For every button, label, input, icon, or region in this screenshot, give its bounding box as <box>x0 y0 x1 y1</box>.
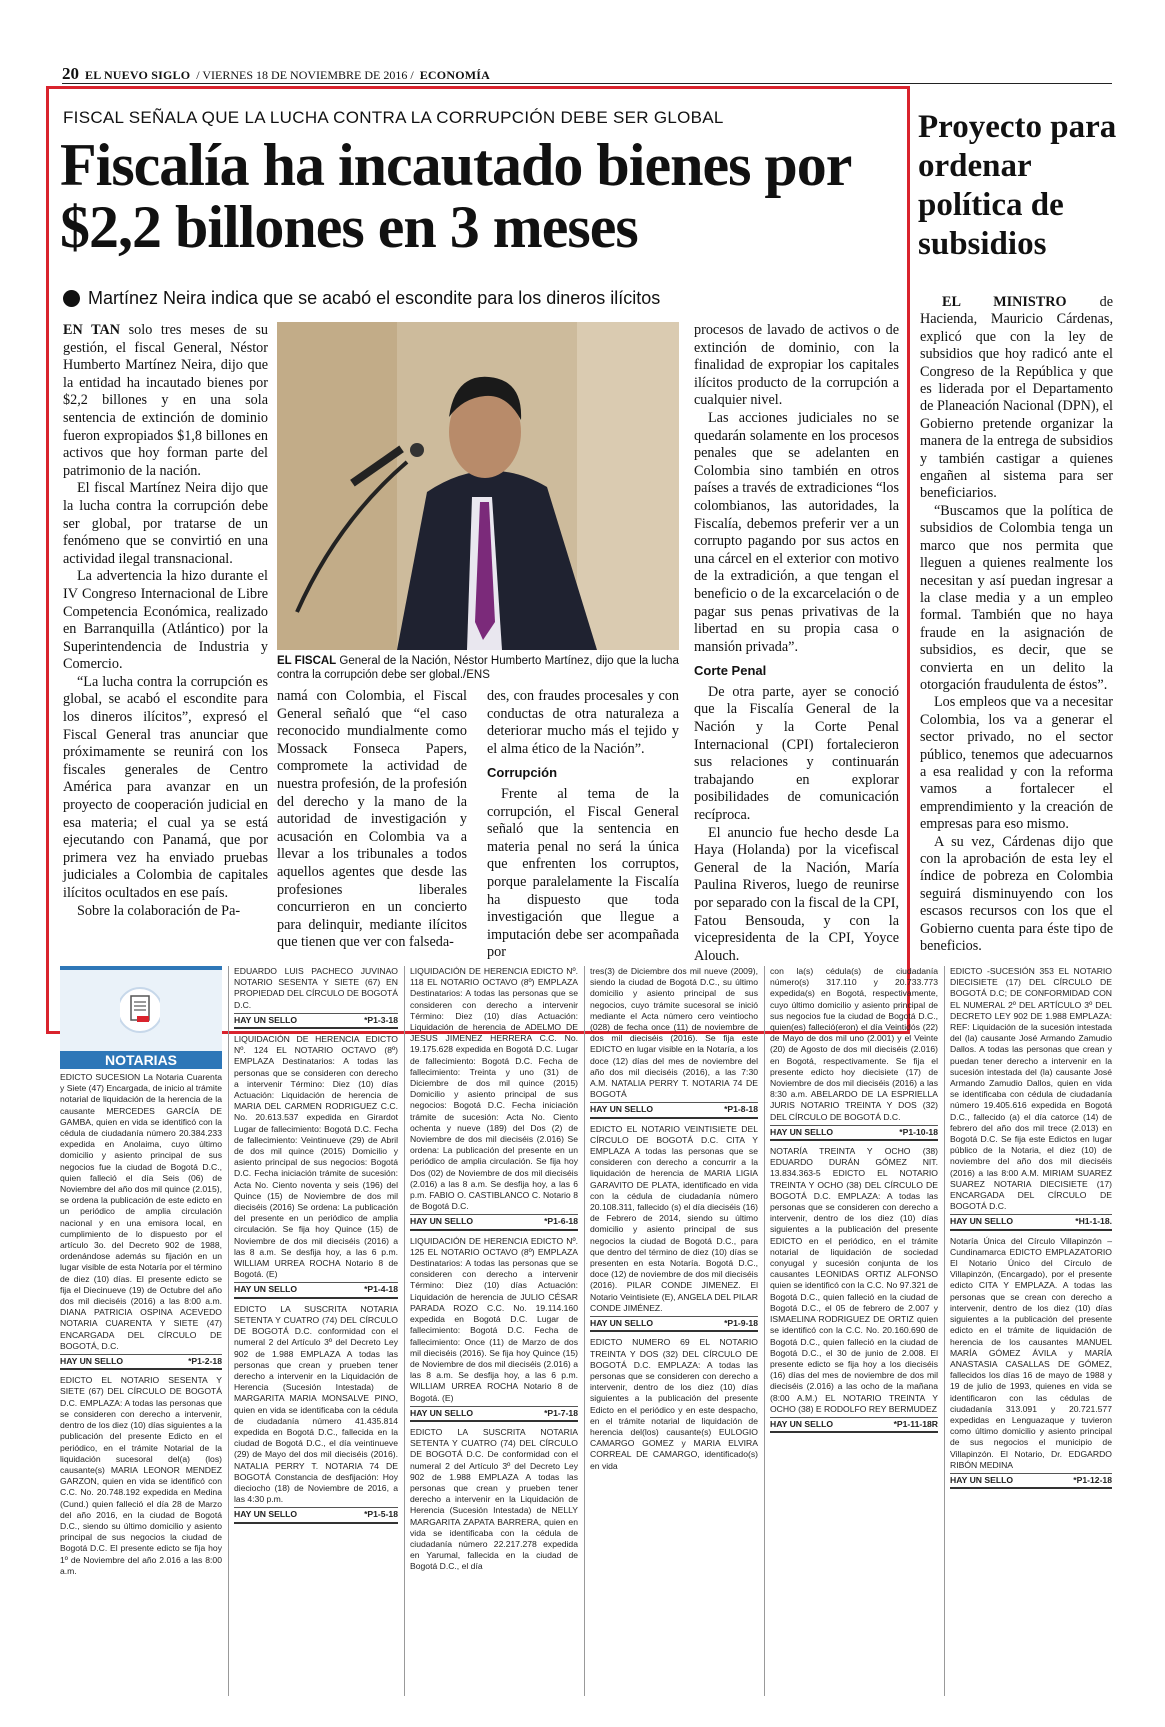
caption-text: General de la Nación, Néstor Humberto Martínez, dijo que la lucha contra la corrupción debe ser global./ENS <box>277 655 679 681</box>
seal-line <box>590 1316 758 1332</box>
seal-line <box>770 1417 938 1433</box>
paragraph: Sobre la colaboración de Pa- <box>77 902 241 919</box>
notice-entry: EDICTO -SUCESIÓN 353 EL NOTARIO DIECISIETE (17) DEL CÍRCULO DE BOGOTÁ D.C; DE CONFORMIDAD CON EL NUMERAL 2º DEL ARTÍCULO 3º DEL DECRETO LEY 902 DE 1.988 EMPLAZA: REF: Liquidación de la sucesión intestada del (la) causante José Armando Zamudio Dallos. A todas las personas que crean y puedan tener derecho a intervenir en la sucesión intestada del (la) causante José Armando Zamudio Dallos, quien en vida se identificaba con cédula de ciudadanía número 19.405.616 expedida en Bogotá D.C., fallecido (a) el día catorce (14) de febrero del año dos mil trece (2.013) en Bogotá D.C. Se fija este Edictos en lugar público de la Notaria, el diez (10) de noviembre del año dos mil dieciséis (2016) a las 8:00 A.M. MIRIAM SUAREZ SUAREZ NOTARIA DIECISIETE (17) ENCARGADA DEL CÍRCULO DE BOGOTÁ D.C. <box>950 966 1112 1212</box>
paragraph: La advertencia la hizo durante el IV Congreso Internacional de Libre Competencia Económica, realizado en Barranquilla (Atlántico) por la Superintendencia de Industria y Comercio. <box>63 568 268 673</box>
notice-entry: con la(s) cédula(s) de ciudadanía número(s) 317.110 y 20.733.773 expedida(s) en Bogotá, respectivamente, cuyo último domicilio y asiento principal de sus negocios fue la ciudad de Bogotá D.C., quien(es) falleció(eron) el día Veintidós (22) de Mayo de dos mil uno (2.001) y el Veinte (20) de Agosto de dos mil dieciséis (2.016) en Bogotá, respectivamente. Se fija el presente edicto hoy diecisiete (17) de Noviembre de dos mil dieciséis (2016) a las 8:30 a.m. ABELARDO DE LA ESPRIELLA JURIS NOTARIO TREINTA Y DOS (32) DEL CÍRCULO DE BOGOTÁ D.C. <box>770 966 938 1122</box>
lead-in: EN TAN <box>63 322 120 338</box>
notice-code: *P1-2-18 <box>188 1356 222 1367</box>
paragraph: “La lucha contra la corrupción es global, se acabó el escondite para los dineros ilícitos”, expresó el Fiscal General tras anunciar que próximamente se reunirá con los fiscales generales de Centro América para avanzar en un proyecto de cooperación judicial en esa materia; el cual ya se está ejecutando con Panamá, que por primera vez ha enviado pruebas judiciales a Colombia de capitales ilícitos ocultados en ese país. <box>63 673 268 901</box>
seal-label: HAY UN SELLO <box>410 1407 474 1418</box>
seal-label: HAY UN SELLO <box>234 1014 298 1025</box>
caption-label: EL FISCAL <box>277 655 337 667</box>
seal-label: HAY UN SELLO <box>410 1216 474 1227</box>
paragraph: El fiscal Martínez Neira dijo que la lucha contra la corrupción debe ser global, por tratarse de un fenómeno que se convirtió en una actividad ilegal transnacional. <box>63 480 268 567</box>
notice-entry: LIQUIDACIÓN DE HERENCIA EDICTO Nº. 125 EL NOTARIO OCTAVO (8º) EMPLAZA Destinatarios: A todas las personas que se consideren con derecho a intervenir Término: Diez (10) días Actuación: Liquidación de herencia de JULIO CÉSAR PARADA ROZO C.C. No. 19.114.160 expedida en Bogotá D.C. Lugar de fallecimiento: Bogotá D.C. Fecha de fallecimiento: Once (11) de Marzo de dos mil dieciséis (2016). Se fija hoy Quince (15) de Noviembre de dos mil dieciséis (2.016) a las 8 a.m. Se desfija hoy, a las 6 p.m. WILLIAM URREA ROCHA Notario 8 de Bogotá. (E) <box>410 1235 578 1403</box>
column-divider <box>944 966 945 1696</box>
photo-caption <box>277 654 679 682</box>
seal-label: HAY UN SELLO <box>60 1356 124 1367</box>
paragraph-text: de Hacienda, Mauricio Cárdenas, explicó que con la ley de subsidios que hoy radicó ante el Congreso de la República y que es liderada por el Departamento de Planeación Nacional (DPN), el Gobierno pretende organizar la manera de la entrega de subsidios y también castigar a quienes engañen al sistema para ser beneficiarios. <box>920 294 1113 502</box>
notice-code: *P1-6-18 <box>544 1216 578 1227</box>
paragraph: procesos de lavado de activos o de extinción de dominio, con la finalidad de expropiar los capitales ilícitos producto de la corrupción a cualquier nivel. <box>694 322 899 409</box>
seal-label: HAY UN SELLO <box>950 1216 1014 1227</box>
paragraph: namá con Colombia, el Fiscal General señaló que “el caso reconocido mundialmente como Mossack Fonseca Papers, compromete la actividad de nuestra profesión, de la profesión del derecho y la mano de la autoridad de investigación y acusación en Colombia va a llevar a los tribunales a todos aquellos agentes que desde las profesiones liberales concurrieron en un concierto para delinquir, mediante ilícitos que tienen que ver con falseda- <box>277 688 467 951</box>
document-icon <box>120 986 160 1034</box>
notice-code: *H1-1-18. <box>1075 1216 1112 1227</box>
notice-code: *P1-7-18 <box>544 1407 578 1418</box>
article-column-2 <box>277 688 467 952</box>
seal-line <box>60 1354 222 1370</box>
seal-line <box>234 1013 398 1029</box>
notice-entry: EDICTO NUMERO 69 EL NOTARIO TREINTA Y DOS (32) DEL CÍRCULO DE BOGOTÁ D.C. EMPLAZA: A todas las personas que se consideren con derecho a intervenir, dentro de los diez (10) días siguientes a la publicación del presente Edicto en el periódico y en este despacho, en el trámite notarial de liquidación de herencia del(los) causante(s) EULOGIO CAMARGO GOMEZ y MARIA ELVIRA CORREAL DE CAMARGO, identificado(s) en vida <box>590 1337 758 1471</box>
notarias-label: NOTARIAS <box>60 1051 222 1069</box>
notarias-column-3 <box>410 966 578 1575</box>
article-column-4 <box>694 322 899 965</box>
seal-line <box>950 1214 1112 1230</box>
notice-entry: NOTARÍA TREINTA Y OCHO (38) EDUARDO DURÁN GÓMEZ NIT. 13.834.363-5 EDICTO EL NOTARIO TREINTA Y OCHO (38) DEL CÍRCULO DE BOGOTÁ D.C. EMPLAZA: A todas las personas que se consideren con derecho a intervenir, dentro de los diez (10) días siguientes a la publicación del presente EDICTO en el periódico, en el trámite notarial de liquidación de sociedad conyugal y sucesión conjunta de los causantes LEONIDAS ORTIZ ALFONSO quien se identificó con la C.C. No 97.321 de Bogotá D.C., quien falleció en la ciudad de Bogotá D.C., el 05 de febrero de 2.007 y ISMAELINA RODRIGUEZ DE ORTIZ quien se identificó con la C.C. No. 20.160.690 de Bogotá D.C., quien falleció en la ciudad de Bogotá D.C., el 30 de junio de 2.008. El presente edicto se fija hoy a los dieciséis (16) días del mes de noviembre de dos mil dieciséis (2.016) a las ocho de la mañana (8:00 A.M.) EL NOTARIO TREINTA Y OCHO (38) E RODOLFO REY BERMUDEZ <box>770 1146 938 1414</box>
article-column-3 <box>487 688 679 962</box>
publication-name: EL NUEVO SIGLO <box>85 68 191 82</box>
paragraph: Frente al tema de la corrupción, el Fiscal General señaló que la sentencia en materia penal no será la única que enfrenten los corruptos, porque paralelamente la Fiscalía ha dispuesto que toda investigación que llegue a imputación debe ser acompañada por <box>487 785 679 961</box>
paragraph <box>63 322 268 480</box>
notice-code: *P1-5-18 <box>364 1509 398 1520</box>
seal-line <box>410 1214 578 1230</box>
fiscal-photo <box>277 322 679 650</box>
paragraph: De otra parte, ayer se conoció que la Fiscalía General de la Nación y la Corte Penal Internacional (CPI) fortalecieron sus relaciones y continuarán trabajando en explorar posibilidades de comunicación recíproca. <box>694 683 899 824</box>
section-name: ECONOMÍA <box>419 68 490 82</box>
notice-code: *P1-9-18 <box>724 1318 758 1329</box>
seal-label: HAY UN SELLO <box>950 1474 1014 1485</box>
notarias-column-2 <box>234 966 398 1529</box>
article-column-1 <box>63 322 268 920</box>
seal-label: HAY UN SELLO <box>234 1284 298 1295</box>
notice-entry: tres(3) de Diciembre dos mil nueve (2009), siendo la ciudad de Bogotá D.C., su último domicilio y asiento principal de sus negocios, cuyo trámite sucesoral se inició mediante el Acta número cero veintiocho (028) de fecha once (11) de noviembre de dos mil dieciséis (2016). Se fija este EDICTO en lugar visible en la Notaría, a los doce (12) días del mes de noviembre del año dos mil dieciséis (2016), a las 7:30 A.M. NATALIA PERRY T. NOTARIA 74 DE BOGOTÁ <box>590 966 758 1100</box>
notice-entry: EDUARDO LUIS PACHECO JUVINAO NOTARIO SESENTA Y SIETE (67) EN PROPIEDAD DEL CÍRCULO DE BOGOTÁ D.C. <box>234 966 398 1010</box>
paragraph: Las acciones judiciales no se quedarán solamente en los procesos penales que se adelanten en Colombia sino también en otros países a través de extradiciones “los colombianos, las autoridades, la Fiscalía, debemos preferir ver a un corrupto pagando por sus actos en una cárcel en el exterior con motivo de la extradición, a que tengan el beneficio o de la excarcelación o de pagar sus penas privativas de la libertad en su propia casa o mansión privada”. <box>694 409 899 655</box>
paragraph: “Buscamos que la política de subsidios de Colombia tenga un marco que nos permita que lleguen a quienes realmente los necesitan y así puedan ingresar a la clase media y a un empleo formal. También que no haya fraude en la asignación de subsidios, es decir, que se convierta en un delito la otorgación fraudulenta de éstos”. <box>920 502 1113 693</box>
seal-line <box>234 1282 398 1298</box>
notice-entry: EDICTO SUCESION La Notaria Cuarenta y Siete (47) Encargada, de inicio al trámite notarial de liquidación de la herencia de la causante MERCEDES GARCÍA DE GAMBA, quien en vida se identificó con la cédula de ciudadanía número 20.384.233 expedida en Anolaima, cuyo último domicilio y asiento principal de sus negocios fue la ciudad de Bogotá D.C., quien falleció el día Seis (06) de Noviembre del año dos mil quince (2.015), se ordena la publicación de este edicto en un periódico de amplia circulación nacional y en una emisora local, en cumplimiento de lo dispuesto por el artículo 3o. del Decreto 902 de 1988, ordenándose además su fijación en un lugar visible de esta Notaría por el término de diez (10) días. El presente edicto se fija el Diecinueve (19) de Octubre del año dos mil dieciséis (2016) a las 8:00 a.m. DIANA PATRICIA OSPINA ACEVEDO NOTARIA CUARENTA Y SIETE (47) ENCARGADA DEL CÍRCULO DE BOGOTÁ, D.C. <box>60 1072 222 1351</box>
notice-code: *P1-3-18 <box>364 1014 398 1025</box>
notice-entry: Notaría Única del Círculo Villapinzón – Cundinamarca EDICTO EMPLAZATORIO El Notario Único del Círculo de Villapinzón, (Encargado), por el presente edicto CITA Y EMPLAZA. A todas las personas que se crean con derecho a intervenir, dentro de los diez (10) días siguientes a la publicación del presente edicto en el trámite de liquidación de herencia de los causantes MANUEL MARÍA GÓMEZ ÁVILA y MARÍA ANASTASIA CASALLAS DE GÓMEZ, fallecidos los días 16 de mayo de 1988 y 19 de julio de 1993, quienes en vida se identificaron con las cédulas de ciudadanía 313.091 y 20.721.577 expedidas en Lenguazaque y tuvieron como último domicilio y asiento principal de sus negocios el municipio de Villapinzón. El Notario, Dr. EDGARDO RIBÓN MEDINA <box>950 1235 1112 1470</box>
paragraph: Los empleos que va a necesitar Colombia, los va a generar el sector privado, no el sector público, tenemos que adecuarnos a esa realidad y con la reforma vamos a fortalecer el emprendimiento y la creación de empresas para eso mismo. <box>920 694 1113 833</box>
seal-line <box>770 1125 938 1141</box>
seal-label: HAY UN SELLO <box>590 1104 654 1115</box>
seal-line <box>590 1102 758 1118</box>
sidebar-headline: Proyecto para ordenar política de subsidios <box>918 109 1117 262</box>
issue-date: / VIERNES 18 DE NOVIEMBRE DE 2016 / <box>196 68 414 82</box>
notarias-column-1 <box>60 1072 222 1579</box>
subheading-corte-penal: Corte Penal <box>694 663 767 679</box>
notarias-column-5 <box>770 966 938 1438</box>
seal-label: HAY UN SELLO <box>770 1418 834 1429</box>
article-kicker: FISCAL SEÑALA QUE LA LUCHA CONTRA LA CORRUPCIÓN DEBE SER GLOBAL <box>63 108 724 127</box>
notice-entry: EDICTO EL NOTARIO VEINTISIETE DEL CÍRCULO DE BOGOTÁ D.C. CITA Y EMPLAZA A todas las personas que se consideren con derecho a concurrir a la liquidación de herencia de MARIA LIGIA GARAVITO DE PLATA, identificado en vida con la cédula de ciudadanía número 20.108.311, fallecido (s) el día dieciséis (16) de Febrero de 2014, siendo su último domicilio y asiento principal de sus negocios la ciudad de Bogotá D.C., para que dentro del término de diez (10) días se presenten en esta Notaría. Bogotá D.C., doce (12) de noviembre de dos mil dieciséis (2016). PILAR CONDE JIMENEZ. El Notario Veintisiete (E), ANGELA DEL PILAR CONDE JIMÉNEZ. <box>590 1123 758 1313</box>
lead-in: EL MINISTRO <box>942 294 1067 310</box>
article-headline: Fiscalía ha incautado bienes por $2,2 billones en 3 meses <box>60 132 851 260</box>
paragraph <box>920 294 1113 503</box>
article-summary <box>63 288 660 309</box>
notarias-column-4 <box>590 966 758 1474</box>
column-divider <box>404 966 405 1696</box>
seal-label: HAY UN SELLO <box>590 1318 654 1329</box>
column-divider <box>764 966 765 1696</box>
notice-code: *P1-10-18 <box>899 1126 938 1137</box>
notice-code: *P1-8-18 <box>724 1104 758 1115</box>
seal-line <box>234 1507 398 1523</box>
seal-line <box>950 1473 1112 1489</box>
paragraph-text: solo tres meses de su gestión, el fiscal General, Néstor Humberto Martínez Neira, dijo que la entidad ha incautado bienes por $2,2 billones y en una sola sentencia de extinción de dominio fueron expropiados $1,8 billones en activos que hoy forman parte del patrimonio de la nación. <box>63 322 268 479</box>
column-divider <box>584 966 585 1696</box>
seal-label: HAY UN SELLO <box>234 1509 298 1520</box>
page-header <box>62 64 1112 84</box>
notice-entry: LIQUIDACIÓN DE HERENCIA EDICTO Nº. 124 EL NOTARIO OCTAVO (8º) EMPLAZA Destinatarios: A todas las personas que se consideren con derecho a intervenir Término: Diez (10) días Actuación: Liquidación de herencia de MARIA DEL CARMEN RODRIGUEZ C.C. No. 20.613.537 expedida en Girardot Lugar de fallecimiento: Bogotá D.C. Fecha de fallecimiento: Veintinueve (29) de Abril de dos mil quince (2015) Domicilio y asiento principal de sus negocios: Bogotá D.C. Fecha iniciación trámite de sucesión: Acta No. Ciento noventa y seis (196) del Quince (15) de Noviembre de dos mil dieciséis (2016) Se ordena: La publicación del presente en un periódico de amplia circulación. Se fija hoy Quince (15) de Noviembre de dos mil dieciséis (2016) a las 8 a.m. Se desfija hoy, a las 6 p.m. WILLIAM URREA ROCHA Notario 8 de Bogotá. (E) <box>234 1034 398 1280</box>
notarias-column-6 <box>950 966 1112 1494</box>
bullet-icon <box>63 290 80 307</box>
notice-code: *P1-12-18 <box>1073 1474 1112 1485</box>
column-divider <box>228 966 229 1696</box>
notice-code: *P1-11-18R <box>893 1418 938 1429</box>
notice-entry: EDICTO LA SUSCRITA NOTARIA SETENTA Y CUATRO (74) DEL CÍRCULO DE BOGOTÁ D.C. conformidad con el numeral 2 del Artículo 3º del Decreto Ley 902 de 1.988 EMPLAZA A todas las personas que crean y prueben tener derecho a intervenir en la Liquidación de Herencia (Sucesión Intestada) de MARGARITA MARIA MONSALVE PINO, quien en vida se identificaba con la cédula de ciudadanía número 41.435.814 expedida en Bogotá D.C., fallecida en la ciudad de Bogotá D.C., el día veintinueve (29) de Mayo del dos mil dieciséis (2016). NATALIA PERRY T. NOTARIA 74 DE BOGOTÁ Constancia de desfijación: Hoy dieciocho (18) de Noviembre de 2016, a las 4:30 p.m. <box>234 1303 398 1505</box>
notice-entry: EDICTO LA SUSCRITA NOTARIA SETENTA Y CUATRO (74) DEL CÍRCULO DE BOGOTÁ D.C. De conformidad con el numeral 2 del Artículo 3º del Decreto Ley 902 de 1.988 EMPLAZA A todas las personas que crean y prueben tener derecho a intervenir en la Liquidación de Herencia (Sucesión Intestada) de NELLY MARGARITA ZAPATA BARRERA, quien en vida se identificaba con la cédula de ciudadanía número 22.217.278 expedida en Yarumal, fallecida en la ciudad de Bogotá D.C., el día <box>410 1426 578 1572</box>
paragraph: A su vez, Cárdenas dijo que con la aprobación de esta ley el índice de pobreza en Colombia seguirá disminuyendo con los escasos recursos con los que el Gobierno cuenta para éste tipo de beneficios. <box>920 833 1113 955</box>
notice-entry: EDICTO EL NOTARIO SESENTA Y SIETE (67) DEL CÍRCULO DE BOGOTÁ D.C. EMPLAZA: A todas las personas que se consideren con derecho a intervenir, dentro de los diez (10) días siguientes a la publicación del presente Edicto en el periódico, en el trámite Notarial de la liquidación sucesoral del(a) (los) causante(s) MARIA LEONOR MENDEZ GARZON, quien en vida se identificó con C.C. No. 20.748.192 expedida en Medina (Cund.) quien falleció el día 28 de Marzo del año 2016, en la ciudad de Bogotá D.C., siendo su último domicilio y asiento principal de sus negocios la ciudad de Bogotá D.C. El presente edicto se fija hoy 1º de Noviembre del año 2.016 a las 8:00 a.m. <box>60 1375 222 1576</box>
seal-label: HAY UN SELLO <box>770 1126 834 1137</box>
summary-text: Martínez Neira indica que se acabó el escondite para los dineros ilícitos <box>88 288 661 308</box>
paragraph: des, con fraudes procesales y con conductas de otra naturaleza a deteriorar mucho más el tejido y el alma ético de la Nación”. <box>487 688 679 757</box>
sidebar-body <box>920 294 1113 955</box>
subheading-corrupcion: Corrupción <box>487 765 558 781</box>
page-number: 20 <box>62 64 79 83</box>
notice-entry: LIQUIDACIÓN DE HERENCIA EDICTO Nº. 118 EL NOTARIO OCTAVO (8º) EMPLAZA Destinatarios: A todas las personas que se consideren con derecho a intervenir Término: Diez (10) días Actuación: Liquidación de herencia de ADELMO DE JESUS JIMENEZ HERRERA C.C. No. 19.175.628 expedida en Bogotá D.C. Lugar de fallecimiento: Bogotá D.C. Fecha de fallecimiento: Treinta y uno (31) de Diciembre de dos mil quince (2015) Domicilio y asiento principal de sus negocios: Bogotá D.C. Fecha iniciación trámite de sucesión: Acta No. Ciento ochenta y nueve (189) del Dos (2) de Noviembre de dos mil dieciséis (2.016) Se ordena: La publicación del presente en un periódico de amplia circulación. Se fija hoy Dos (02) de Noviembre de dos mil dieciséis (2.016) a las 8 a.m. Se desfija hoy, a las 6 p.m. FABIO O. CASTIBLANCO C. Notario 8 de Bogotá D.C. <box>410 966 578 1212</box>
paragraph: El anuncio fue hecho desde La Haya (Holanda) por la vicefiscal General de la Nación, María Paulina Riveros, luego de reunirse por separado con la fiscal de la CPI, Fatou Bensouda, y con la vicepresidenta de la CPI, Yoyce Alouch. <box>694 824 899 964</box>
seal-line <box>410 1406 578 1422</box>
notice-code: *P1-4-18 <box>364 1284 398 1295</box>
